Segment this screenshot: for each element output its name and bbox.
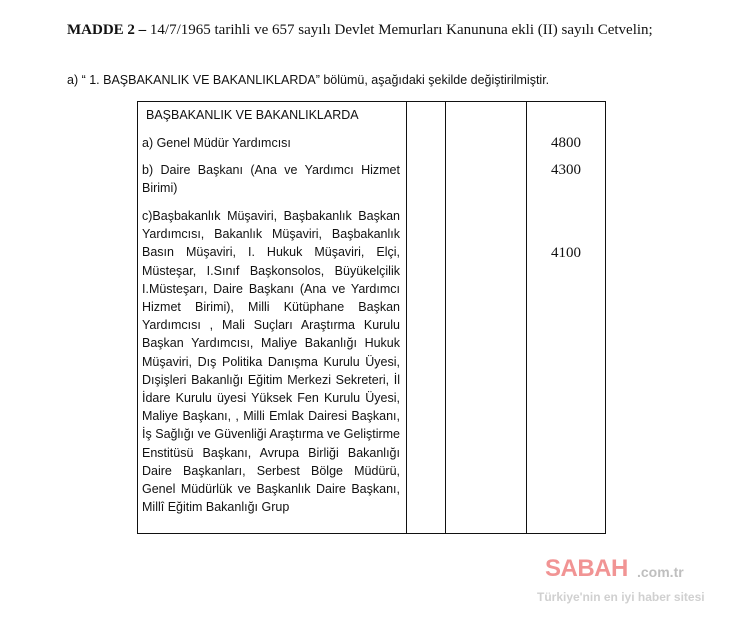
sabah-tagline: Türkiye'nin en iyi haber sitesi (537, 590, 705, 604)
sabah-watermark (537, 553, 723, 613)
table-row-b-value: 4300 (551, 162, 581, 178)
table-row-b-text: b) Daire Başkanı (Ana ve Yardımcı Hizmet Birimi) (142, 163, 400, 196)
madde-label: MADDE 2 – (67, 22, 147, 38)
sabah-logo: SABAH (545, 555, 628, 582)
table-column-divider (445, 102, 446, 533)
salary-table (137, 101, 606, 534)
table-row-c-value: 4100 (551, 245, 581, 261)
table-row-a-text: a) Genel Müdür Yardımcısı (142, 136, 291, 150)
sub-clause-a: a) “ 1. BAŞBAKANLIK VE BAKANLIKLARDA” bölümü, aşağıdaki şekilde değiştirilmiştir. (67, 73, 550, 87)
table-row-c-text: c)Başbakanlık Müşaviri, Başbakanlık Başkan Yardımcısı, Bakanlık Müşaviri, Başbakanlık Basın Müşaviri, I. Hukuk Müşaviri, Elçi, Müsteşar, I.Sınıf Başkonsolos, Büyükelçilik I.Müsteşarı, Daire Başkanı (Ana ve Yardımcı Hizmet Birimi), Milli Kütüphane Başkan Yardımcısı , Mali Suçları Araştırma Kurulu Başkan Yardımcısı, Maliye Bakanlığı Hukuk Müşaviri, Dış Politika Danışma Kurulu Üyesi, Dışişleri Bakanlığı Eğitim Merkezi Sekreteri, İl İdare Kurulu üyesi Yüksek Fen Kurulu Üyesi, Maliye Başkanı, , Milli Emlak Dairesi Başkanı, İş Sağlığı ve Güvenliği Araştırma ve Geliştirme Enstitüsü Başkanı, Avrupa Birliği Bakanlığı Daire Başkanları, Serbest Bölge Müdürü, Genel Müdürlük ve Başkanlık Daire Başkanı, Millî Eğitim Bakanlığı Grup (142, 209, 400, 515)
table-row-a-value: 4800 (551, 135, 581, 151)
article-madde-2 (67, 20, 673, 41)
madde-text: 14/7/1965 tarihli ve 657 sayılı Devlet Memurları Kanununa ekli (II) sayılı Cetvelin; (149, 22, 653, 38)
table-column-divider (526, 102, 527, 533)
table-header: BAŞBAKANLIK VE BAKANLIKLARDA (146, 108, 359, 122)
table-column-divider (406, 102, 407, 533)
sabah-domain: .com.tr (637, 564, 684, 580)
